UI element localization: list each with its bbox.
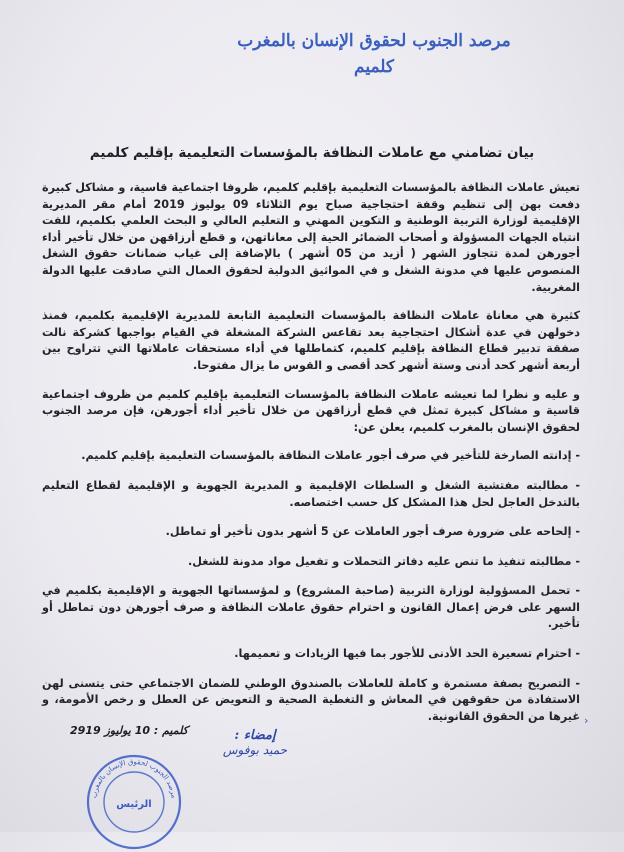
paragraph-3: و عليه و نظرا لما تعيشه عاملات النظافة بالمؤسسات التعليمية بإقليم كلميم من ظروف اجتماعية قاسية و مشاكل كبيرة تمثل في قطع أرزاقهن من خلال تأخير أداء أجورهن، فإن مرصد الجنوب لحقوق الإنسان بالمغرب كلميم، يعلن عن: (42, 387, 580, 434)
demand-item-3: - إلحاحه على ضرورة صرف أجور العاملات عن 5 أشهر بدون تأخير أو تماطل. (165, 525, 580, 539)
date-line: كلميم : 10 يوليوز 2919 (70, 724, 188, 737)
margin-mark: ‹ (584, 714, 589, 727)
demand-item-2: - مطالبته مفتشية الشغل و السلطات الإقليمية و المديرية الجهوية و الإقليمية لقطاع التعليم بالتدخل العاجل لحل هذا المشكل كل حسب اختصاصه. (42, 478, 580, 509)
demand-item-6: - احترام تسعيرة الحد الأدنى للأجور بما فيها الزيادات و تعميمها. (234, 647, 580, 661)
organization-name: مرصد الجنوب لحقوق الإنسان بالمغرب (237, 31, 511, 51)
document-title: بيان تضامني مع عاملات النظافة بالمؤسسات التعليمية بإقليم كلميم (89, 145, 535, 161)
organization-city: كلميم (354, 57, 394, 77)
signature-name: حميد بوفوس (222, 743, 288, 757)
paragraph-2: كثيرة هي معاناة عاملات النظافة بالمؤسسات التعليمية التابعة للمديرية الإقليمية بكلميم، فمنذ دخولهن في عدة أشكال احتجاجية بعد تقاعس الشركة المشغلة في القيام بواجبها كشركة نالت صفقة تدبير قطاع النظافة بإقليم كلميم، كتماطلها في أداء مستحقات عاملاتها التي تتراوح بين أربعة أشهر كحد أدنى وستة أشهر كحد أقصى و القوس ما يزال مفتوحا. (42, 309, 580, 372)
demand-item-4: - مطالبته تنفيذ ما تنص عليه دفاتر التحملات و تفعيل مواد مدونة للشغل. (187, 554, 580, 568)
letterhead (194, 28, 554, 80)
signature-block (210, 728, 300, 757)
signature-label: إمضاء : (234, 728, 276, 743)
demand-item-7: - التصريح بصفة مستمرة و كاملة للعاملات بالصندوق الوطني للضمان الاجتماعي حتى يتسنى لهن الاستفادة من حقوقهن في المعاش و التغطية الصحية و التعويض عن العطل و رخص الأمومة، و غيرها من الحقوق القانونية. (42, 676, 580, 723)
demand-item-1: - إدانته الصارخة للتأخير في صرف أجور عاملات النظافة بالمؤسسات التعليمية بإقليم كلميم. (81, 449, 580, 463)
stamp-ring-text: مرصد الجنوب لحقوق الإنسان بالمغرب (90, 757, 178, 799)
organization-stamp (84, 752, 184, 852)
demand-item-5: - تحمل المسؤولية لوزارة التربية (صاحبة المشروع) و لمؤسساتها الجهوية و الإقليمية بكلميم في السهر على فرض إعمال القانون و احترام حقوق عاملات النظافة و صرف أجورهن دون تماطل أو تأخير. (42, 584, 580, 631)
stamp-center-text: الرئيس (116, 799, 152, 810)
paragraph-1: تعيش عاملات النظافة بالمؤسسات التعليمية بإقليم كلميم، ظروفا اجتماعية قاسية، و مشاكل كبيرة دفعت بهن إلى تنظيم وقفة احتجاجية صباح يوم الثلاثاء 09 يوليوز 2019 أمام مقر المديرية الإقليمية لوزارة التربية الوطنية و التكوين المهني و التعليم العالي و البحث العلمي بكلميم، للفت انتباه الجهات المسؤولة و أصحاب الضمائر الحية إلى معاناتهن، و قطع أرزاقهن من خلال تأخير أداء أجورهن لمدة تتجاوز الشهر ( أزيد من 05 أشهر ) بالإضافة إلى غياب ضمانات حقوق الشغل المنصوص عليها في مدونة الشغل و في المواثيق الدولية لحقوق العمال التي صادقت عليها الدولة المغربية. (42, 181, 581, 294)
document-body (42, 180, 580, 738)
